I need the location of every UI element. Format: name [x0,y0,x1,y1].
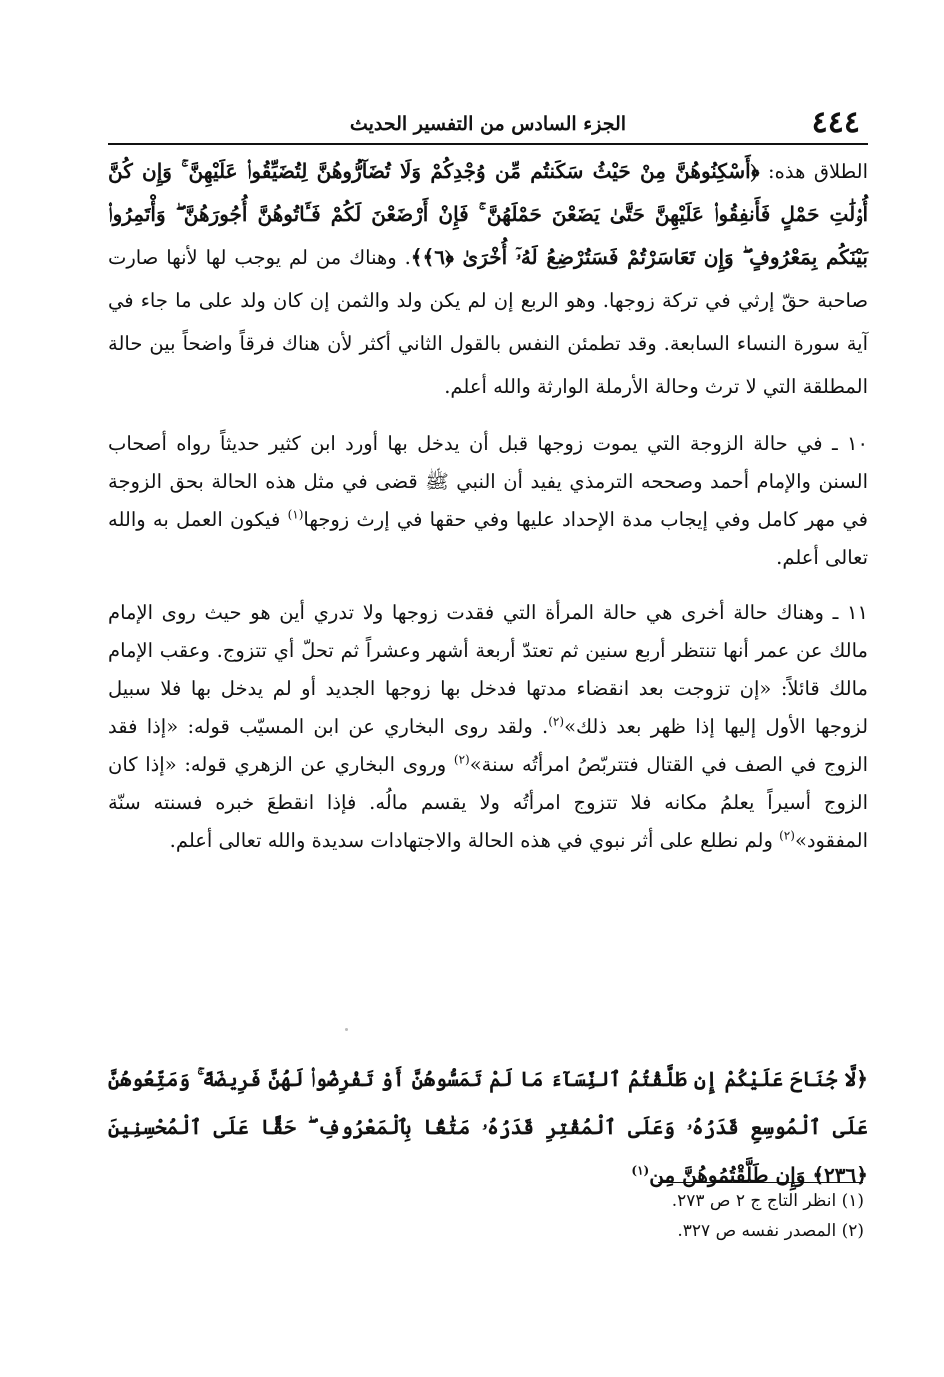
paragraph-1-text: . وهناك من لم يوجب لها لأنها صارت صاحبة حقّ إرثي في تركة زوجها. وهو الربع إن لم يكن ولد والثمن إن كان ولد على ما جاء في آية سورة النساء السابعة. وقد تطمئن النفس بالقول الثاني أكثر لأن هناك فرقاً واضحاً بين حالة المطلقة التي لا ترث وحالة الأرملة الوارثة والله أعلم. [108,246,868,398]
footnote-ref-2a: (٢) [548,714,565,729]
paragraph-11-part-3: وروى البخاري عن الزهري قوله: «إذا كان الزوج أسيراً يعلمُ مكانه فلا تتزوج امرأتُه ولا يقسم مالُه. فإذا انقطعَ خبره فسنته سنّة المفقود» [108,753,868,852]
quran-verse-quote: ﴿أَسْكِنُوهُنَّ مِنْ حَيْثُ سَكَنتُم مِّن وُجْدِكُمْ وَلَا تُضَآرُّوهُنَّ لِتُضَيِّقُوا۟ عَلَيْهِنَّ ۚ وَإِن كُنَّ أُو۟لَٰتِ حَمْلٍ فَأَنفِقُوا۟ عَلَيْهِنَّ حَتَّىٰ يَضَعْنَ حَمْلَهُنَّ ۚ فَإِنْ أَرْضَعْنَ لَكُمْ فَـَٔاتُوهُنَّ أُجُورَهُنَّ ۖ وَأْتَمِرُوا۟ بَيْنَكُم بِمَعْرُوفٍ ۖ وَإِن تَعَاسَرْتُمْ فَسَتُرْضِعُ لَهُۥٓ أُخْرَىٰ ﴿٦﴾﴾ [108,159,868,269]
footnote-divider [658,1182,863,1183]
verse-text: ﴿لَّا جُنَاحَ عَلَيْكُمْ إِن طَلَّقْتُمُ ٱلنِّسَآءَ مَا لَمْ تَمَسُّوهُنَّ أَوْ تَفْرِضُوا۟ لَهُنَّ فَرِيضَةً ۚ وَمَتِّعُوهُنَّ عَلَى ٱلْمُوسِعِ قَدَرُهُۥ وَعَلَى ٱلْمُقْتِرِ قَدَرُهُۥ مَتَٰعًۢا بِٱلْمَعْرُوفِ ۖ حَقًّا عَلَى ٱلْمُحْسِنِينَ ﴿٢٣٦﴾ وَإِن طَلَّقْتُمُوهُنَّ مِن [108,1067,868,1187]
footnote-ref-2b: (٢) [453,752,470,767]
paragraph-10-text: ١٠ ـ في حالة الزوجة التي يموت زوجها قبل أن يدخل بها أورد ابن كثير حديثاً رواه أصحاب السنن والإمام أحمد وصححه الترمذي يفيد أن النبي ﷺ قضى في مثل هذه الحالة بحق الزوجة في مهر كامل وفي إيجاب مدة الإحداد عليها وفي حقها في إرث زوجها [108,432,868,531]
paragraph-10 [108,425,868,577]
footnote-ref-1: (١) [287,507,304,522]
page-number: ٤٤٤ [811,105,860,140]
paragraph-1 [108,150,868,408]
paragraph-11-part-4: ولم نطلع على أثر نبوي في هذه الحالة والاجتهادات سديدة والله تعالى أعلم. [169,829,780,852]
footnote-1: (١) انظر التاج ج ٢ ص ٢٧٣. [671,1191,864,1211]
footnote-ref-2c: (٢) [779,828,795,843]
running-title: الجزء السادس من التفسير الحديث [349,113,627,135]
print-speck [345,1028,348,1031]
page-header [112,103,864,143]
paragraph-11-part-2: . ولقد روى البخاري عن ابن المسيّب قوله: «إذا فقد الزوج في الصف في القتال فتتربّصُ امرأتُه سنة» [108,715,868,776]
paragraph-11-part-1: ١١ ـ وهناك حالة أخرى هي حالة المرأة التي فقدت زوجها ولا تدري أين هو حيث روى الإمام مالك عن عمر أنها تنتظر أربع سنين ثم تعتدّ أربعة أشهر وعشراً ثم تحلّ أي تتزوج. وعقب الإمام مالك قائلاً: «إن تزوجت بعد انقضاء مدتها فدخل بها زوجها الجديد أو لم يدخل بها فلا سبيل لزوجها الأول إليها إذا ظهر بعد ذلك» [108,601,869,738]
footnotes [108,1186,864,1246]
main-text [108,150,868,860]
paragraph-10-tail: فيكون العمل به والله تعالى أعلم. [108,508,868,569]
header-divider [108,143,868,145]
footnote-2: (٢) المصدر نفسه ص ٣٢٧. [677,1221,864,1241]
paragraph-1-intro: الطلاق هذه: [759,160,868,183]
quran-verse-block [108,1055,868,1199]
paragraph-11 [108,594,868,860]
verse-footnote-ref: (١) [631,1163,650,1178]
